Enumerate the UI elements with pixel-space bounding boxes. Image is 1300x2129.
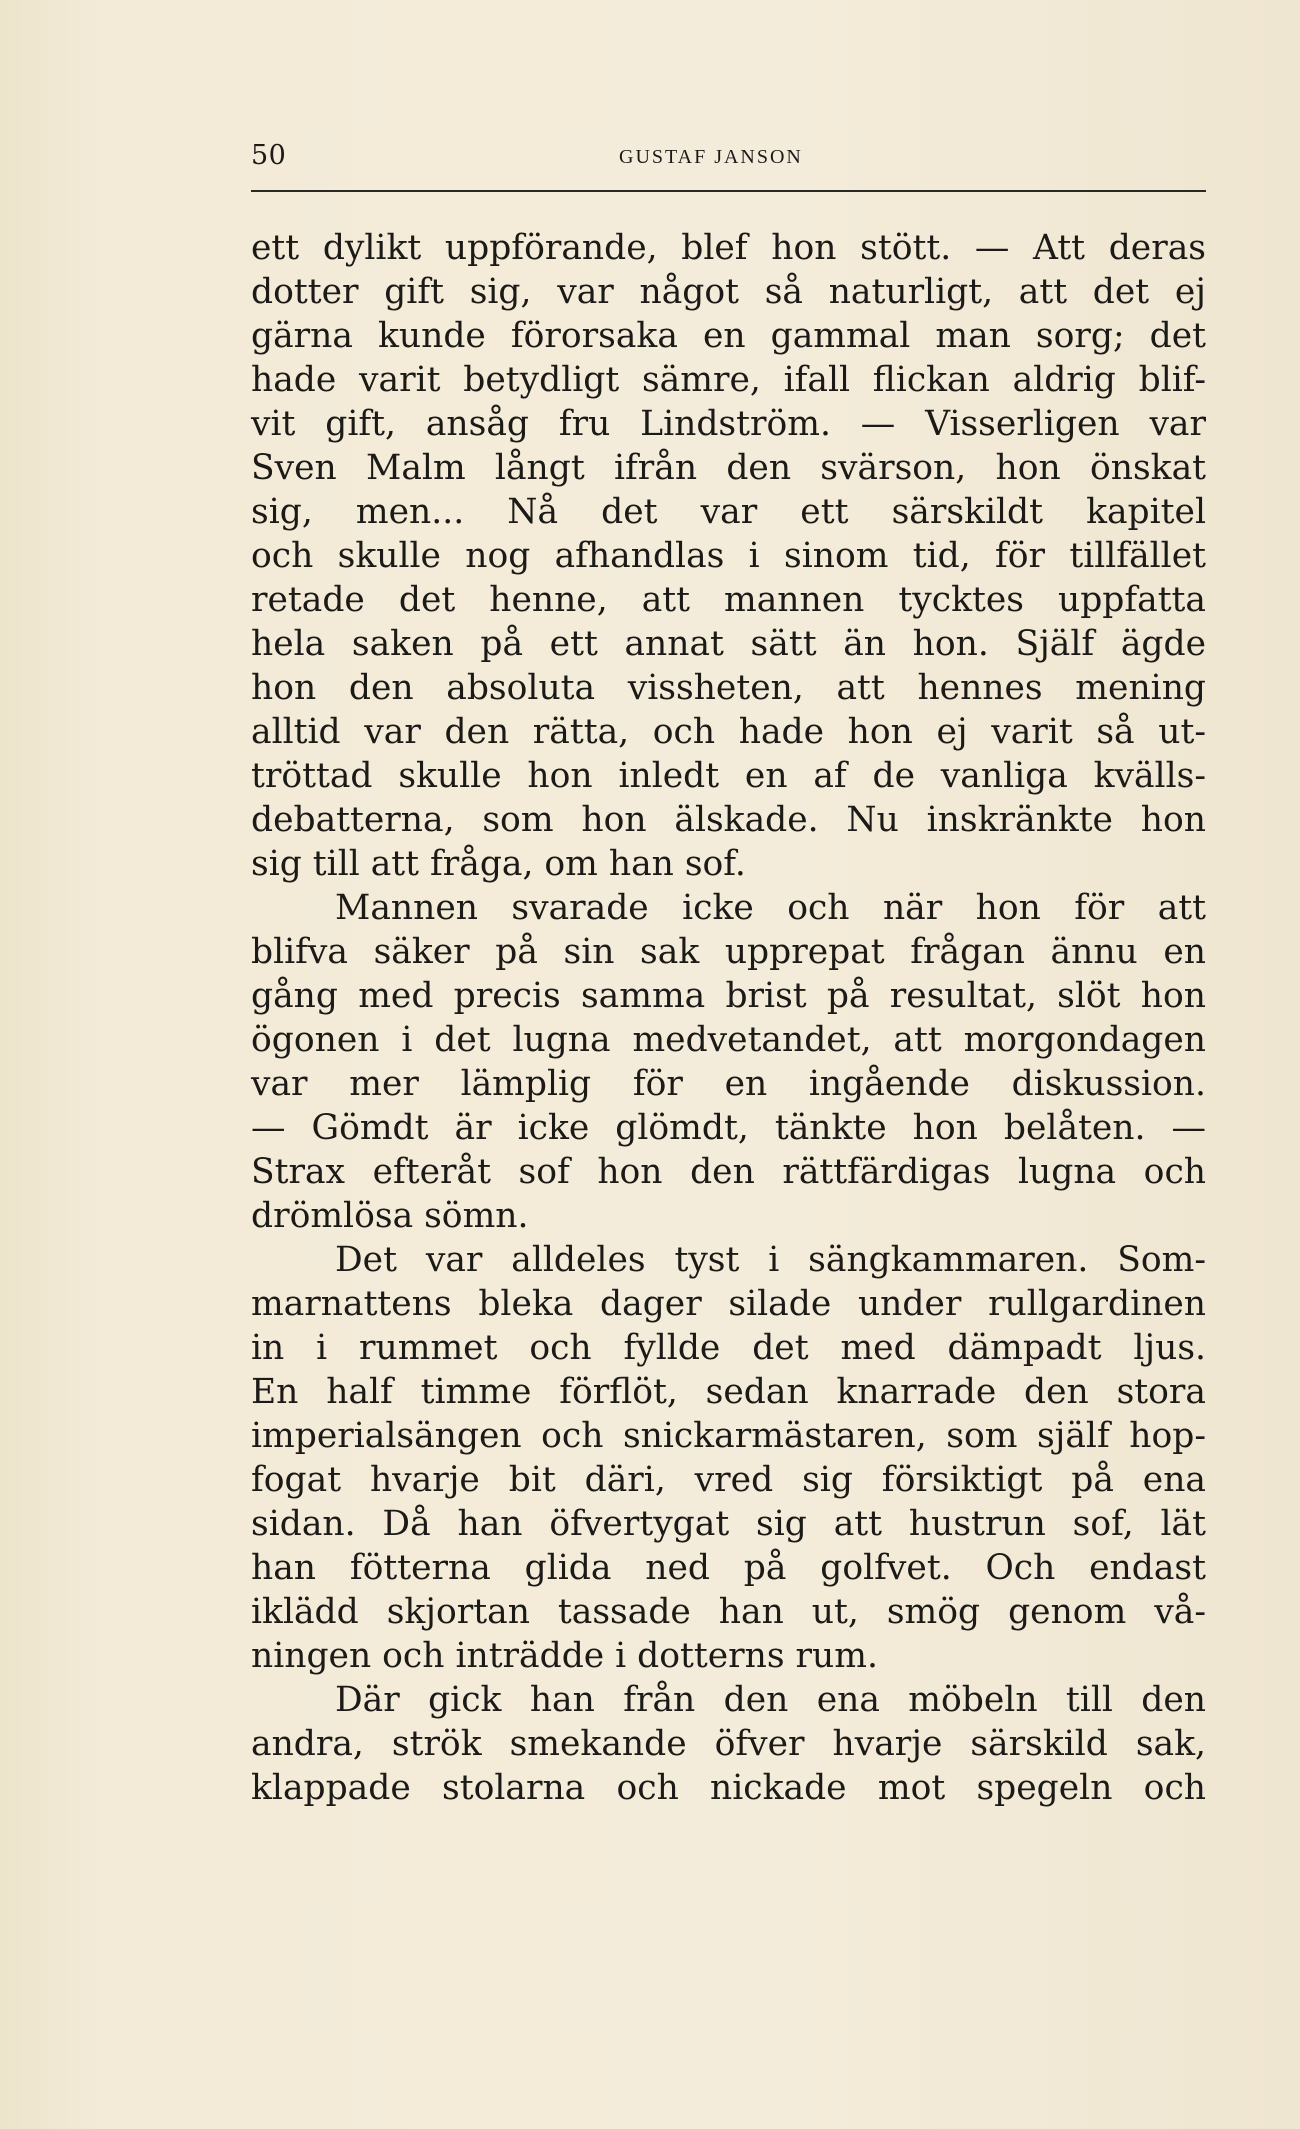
text-line: sig, men... Nå det var ett särskildt kapitel (251, 492, 1206, 532)
text-line: ögonen i det lugna medvetandet, att morgondagen (251, 1020, 1206, 1060)
text-line: ett dylikt uppförande, blef hon stött. — Att deras (251, 228, 1206, 268)
text-line: var mer lämplig för en ingående diskussion. (251, 1064, 1206, 1104)
text-line: och skulle nog afhandlas i sinom tid, för tillfället (251, 536, 1206, 576)
text-line: han fötterna glida ned på golfvet. Och endast (251, 1548, 1206, 1588)
text-line: En half timme förflöt, sedan knarrade den stora (251, 1372, 1206, 1412)
text-line: gång med precis samma brist på resultat, slöt hon (251, 976, 1206, 1016)
body-text (251, 226, 1206, 1810)
text-line: sig till att fråga, om han sof. (251, 844, 746, 884)
text-line: Sven Malm långt ifrån den svärson, hon önskat (251, 448, 1206, 488)
text-line: hela saken på ett annat sätt än hon. Själf ägde (251, 624, 1206, 664)
text-line: hade varit betydligt sämre, ifall flickan aldrig blif- (251, 360, 1206, 400)
text-line: Där gick han från den ena möbeln till den (335, 1680, 1206, 1720)
page-number: 50 (251, 140, 287, 171)
text-line: hon den absoluta vissheten, att hennes mening (251, 668, 1206, 708)
text-line: ningen och inträdde i dotterns rum. (251, 1636, 878, 1676)
text-line: blifva säker på sin sak upprepat frågan ännu en (251, 932, 1206, 972)
text-line: gärna kunde förorsaka en gammal man sorg; det (251, 316, 1206, 356)
text-line: iklädd skjortan tassade han ut, smög genom vå- (251, 1592, 1206, 1632)
text-line: alltid var den rätta, och hade hon ej varit så ut- (251, 712, 1206, 752)
running-head: GUSTAF JANSON (619, 146, 803, 168)
text-line: Det var alldeles tyst i sängkammaren. Som- (335, 1240, 1206, 1280)
text-line: sidan. Då han öfvertygat sig att hustrun sof, lät (251, 1504, 1206, 1544)
text-line: fogat hvarje bit däri, vred sig försiktigt på ena (251, 1460, 1206, 1500)
text-line: in i rummet och fyllde det med dämpadt ljus. (251, 1328, 1206, 1368)
text-line: imperialsängen och snickarmästaren, som själf hop- (251, 1416, 1206, 1456)
text-line: marnattens bleka dager silade under rullgardinen (251, 1284, 1206, 1324)
text-line: — Gömdt är icke glömdt, tänkte hon belåten. — (251, 1108, 1206, 1148)
text-line: dotter gift sig, var något så naturligt, att det ej (251, 272, 1206, 312)
text-line: drömlösa sömn. (251, 1196, 529, 1236)
header-rule (251, 190, 1206, 192)
text-line: Mannen svarade icke och när hon för att (335, 888, 1206, 928)
text-line: tröttad skulle hon inledt en af de vanliga kvälls- (251, 756, 1206, 796)
text-line: debatterna, som hon älskade. Nu inskränkte hon (251, 800, 1206, 840)
text-line: andra, strök smekande öfver hvarje särskild sak, (251, 1724, 1206, 1764)
page-header (251, 140, 1206, 180)
text-line: klappade stolarna och nickade mot spegeln och (251, 1768, 1206, 1808)
text-line: vit gift, ansåg fru Lindström. — Visserligen var (251, 404, 1206, 444)
text-line: Strax efteråt sof hon den rättfärdigas lugna och (251, 1152, 1206, 1192)
text-line: retade det henne, att mannen tycktes uppfatta (251, 580, 1206, 620)
